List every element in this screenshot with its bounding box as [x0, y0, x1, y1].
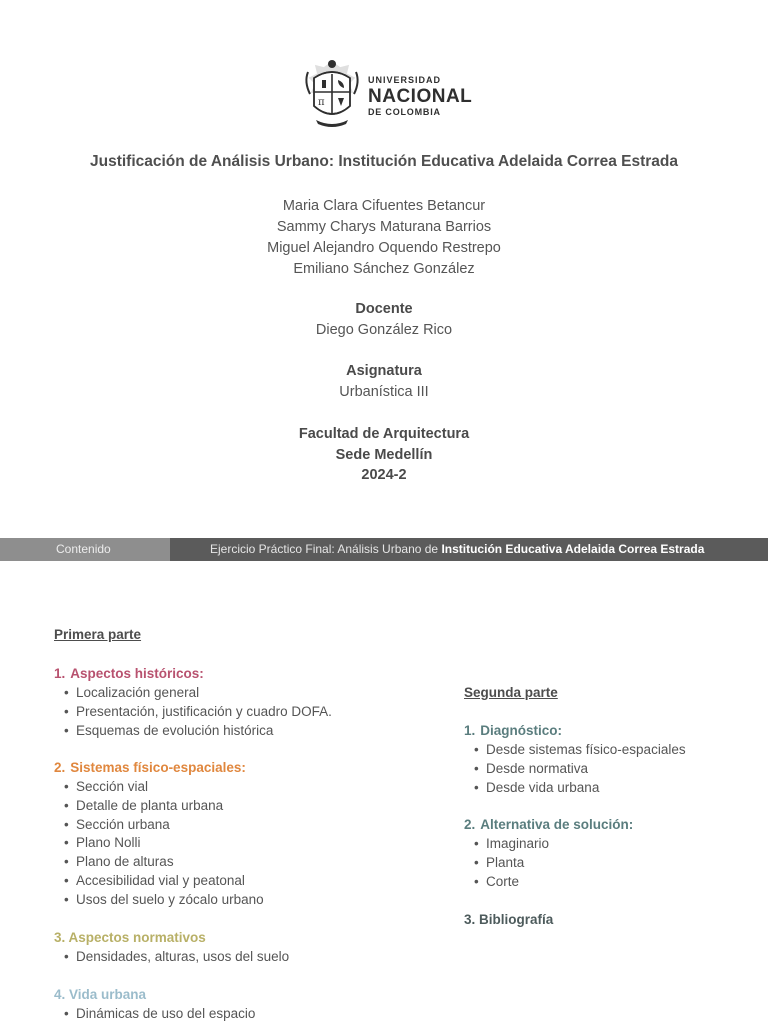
- svg-text:π: π: [318, 97, 325, 108]
- vida-urbana-list: [63, 1005, 255, 1024]
- faculty-name: Facultad de Arquitectura: [298, 426, 470, 442]
- section-vida-urbana-heading: 4. Vida urbana: [54, 987, 147, 1002]
- authors-list: [0, 196, 768, 280]
- section-historicos-heading: [54, 666, 204, 681]
- normativos-list: [63, 948, 289, 967]
- logo-line-2: NACIONAL: [368, 86, 473, 107]
- docente-name: Diego González Rico: [315, 322, 453, 338]
- section-title: Alternativa de solución:: [480, 817, 634, 832]
- section-number: 1.: [464, 723, 476, 738]
- header-bar-left: [0, 538, 170, 561]
- list-item: • Accesibilidad vial y peatonal: [63, 872, 264, 891]
- section-title: Aspectos históricos:: [70, 666, 204, 681]
- author: Sammy Charys Maturana Barrios: [276, 219, 492, 235]
- author: Maria Clara Cifuentes Betancur: [282, 198, 486, 214]
- section-number: 2.: [54, 760, 66, 775]
- section-header-bar: [0, 538, 768, 561]
- asignatura-block: [0, 361, 768, 403]
- section-number: 1.: [54, 666, 66, 681]
- list-item: • Desde sistemas físico-espaciales: [473, 741, 686, 760]
- header-bar-title: [210, 542, 704, 556]
- list-item: • Planta: [473, 854, 549, 873]
- list-item: • Imaginario: [473, 835, 549, 854]
- list-item: • Detalle de planta urbana: [63, 797, 264, 816]
- docente-block: [0, 299, 768, 341]
- asignatura-label: Asignatura: [346, 363, 422, 379]
- header-title-prefix: Ejercicio Práctico Final: Análisis Urbano de: [210, 542, 442, 556]
- asignatura-name: Urbanística III: [339, 384, 429, 400]
- docente-label: Docente: [355, 301, 413, 317]
- list-item: • Plano Nolli: [63, 834, 264, 853]
- list-item: • Densidades, alturas, usos del suelo: [63, 948, 289, 967]
- section-normativos-heading: 3. Aspectos normativos: [54, 930, 206, 945]
- fisico-list: [63, 778, 264, 910]
- header-title-bold: Institución Educativa Adelaida Correa Estrada: [441, 542, 705, 556]
- list-item: • Desde vida urbana: [473, 779, 686, 798]
- diagnostico-list: [473, 741, 686, 797]
- section-title: Diagnóstico:: [480, 723, 563, 738]
- segunda-parte-heading: Segunda parte: [464, 685, 558, 700]
- list-item: • Localización general: [63, 684, 332, 703]
- contenido-label: Contenido: [56, 542, 111, 556]
- campus-name: Sede Medellín: [335, 446, 433, 463]
- list-item: • Sección urbana: [63, 816, 264, 835]
- university-logo: [302, 56, 478, 132]
- list-item: • Plano de alturas: [63, 853, 264, 872]
- primera-parte-heading: Primera parte: [54, 627, 142, 642]
- logo-line-1: UNIVERSIDAD: [368, 75, 442, 85]
- logo-line-3: DE COLOMBIA: [368, 107, 441, 117]
- section-diagnostico-heading: [464, 723, 562, 738]
- list-item: • Dinámicas de uso del espacio: [63, 1005, 255, 1024]
- list-item: • Esquemas de evolución histórica: [63, 722, 332, 741]
- author: Emiliano Sánchez González: [293, 261, 475, 277]
- semester: 2024-2: [361, 467, 407, 483]
- section-fisico-heading: [54, 760, 246, 775]
- section-bibliografia-heading: 3. Bibliografía: [464, 912, 554, 927]
- document-title: Justificación de Análisis Urbano: Institución Educativa Adelaida Correa Estrada: [89, 153, 678, 170]
- list-item: • Presentación, justificación y cuadro DOFA.: [63, 703, 332, 722]
- university-seal-icon: [302, 56, 362, 132]
- list-item: • Sección vial: [63, 778, 264, 797]
- alternativa-list: [473, 835, 549, 891]
- list-item: • Desde normativa: [473, 760, 686, 779]
- section-title: Sistemas físico-espaciales:: [70, 760, 246, 775]
- author: Miguel Alejandro Oquendo Restrepo: [267, 240, 501, 256]
- historicos-list: [63, 684, 332, 740]
- university-wordmark: [368, 76, 472, 117]
- list-item: • Corte: [473, 873, 549, 892]
- section-number: 2.: [464, 817, 476, 832]
- section-alternativa-heading: [464, 817, 633, 832]
- list-item: • Usos del suelo y zócalo urbano: [63, 891, 264, 910]
- faculty-block: [0, 424, 768, 486]
